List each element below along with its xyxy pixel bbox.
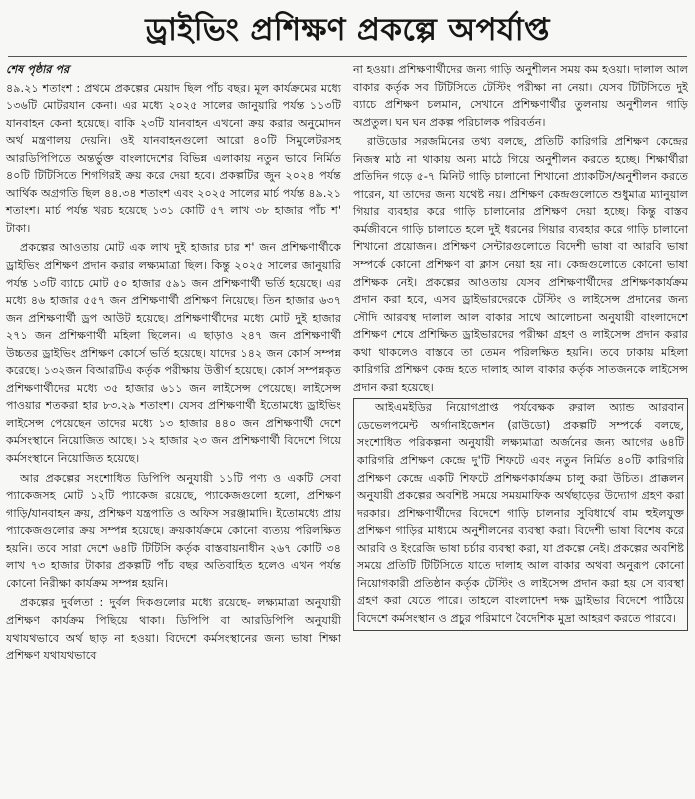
paragraph: রাউডোর সরজমিনের তথ্য বলছে, প্রতিটি কারিগরি প্রশিক্ষণ কেন্দ্রের নিজস্ব মাঠ না থাকায় অন্য মাঠে গিয়ে অনুশীলন করতে হচ্ছে। শিক্ষার্থীরা প্রতিদিন গড়ে ৫-৭ মিনিট গাড়ি চালানো শিখানো প্র্যাকটিস/অনুশীলন করতে পারেন, যা তাদের জন্য যথেষ্ট নয়। প্রশিক্ষণ কেন্দ্রগুলোতে শুধুমাত্র ম্যানুয়াল গিয়ার ব্যবহার করে গাড়ি চালানোর প্রশিক্ষণ দেয়া হচ্ছে। কিন্তু বাস্তব কর্মজীবনে গাড়ি চালাতে হলে দুই ধরনের গিয়ার ব্যবহার করে গাড়ি চালানো শিখানো প্রয়োজন। প্রশিক্ষণ সেন্টারগুলোতে বিদেশী ভাষা বা আরবি ভাষা সম্পর্কে কোনো প্রশিক্ষণ বা ক্লাস নেয়া হয় না। কেন্দ্রগুলোতে কোনো ভাষা প্রশিক্ষক নেই। প্রকল্পের আওতায় যেসব প্রশিক্ষণার্থীদের প্রশিক্ষণকার্যক্রম প্রদান করা হবে, এসব ড্রাইভারদেরকে টেস্টিং ও লাইসেন্স প্রদানের জন্য সৌদি আরবস্থ দালাল আল বাকার সাথে আলোচনা অনুযায়ী বাংলাদেশে প্রশিক্ষণ শেষে প্রশিক্ষিত ড্রাইভারদের পরীক্ষা গ্রহণ ও লাইসেন্স প্রদান করার কথা থাকলেও বাস্তবে তা তেমন পরিলক্ষিত হয়নি। তবে ঢাকায় মহিলা কারিগরি প্রশিক্ষণ কেন্দ্র হতে দালাহ আল বাকার কর্তৃক সাতজনকে লাইসেন্স প্রদান করা হয়েছে। [353, 135, 688, 394]
paragraph: আর প্রকল্পের সংশোধিত ডিপিপি অনুযায়ী ১১টি পণ্য ও একটি সেবা প্যাকেজসহ মোট ১২টি প্যাকেজ রয়েছে, প্যাকেজগুলো হলো, প্রশিক্ষণ গাড়ি/যানবাহন ক্রয়, প্রশিক্ষণ যন্ত্রপাতি ও অফিস সরঞ্জামাদি। ইতোমধ্যে প্রায় প্যাকেজগুলোর ক্রয় সম্পন্ন হয়েছে। ক্রয়কার্যক্রমে কোনো ব্যত্যয় পরিলক্ষিত হয়নি। তবে সারা দেশে ৬৪টি টিটিসি কর্তৃক বাস্তবায়নাধীন ২৬৭ কোটি ৩৪ লাখ ৭৩ হাজার টাকার প্রকল্পটি পাঁচ বছর অতিবাহিত হলেও এখন পর্যন্ত কোনো নিরীক্ষা কার্যক্রম সম্পন্ন হয়নি। [6, 471, 341, 590]
paragraph: না হওয়া। প্রশিক্ষণার্থীদের জন্য গাড়ি অনুশীলন সময় কম হওয়া। দালাল আল বাকার কর্তৃক সব টিটিসিতে টেস্টিং পরীক্ষা না নেয়া। যেসব টিটিসিতে দুই ব্যাচে প্রশিক্ষণ চলমান, সেখানে প্রশিক্ষণার্থীর তুলনায় অনুশীলন গাড়ি অপ্রতুল। ঘন ঘন প্রকল্প পরিচালক পরিবর্তন। [353, 63, 688, 129]
headline-rule [8, 56, 687, 57]
boxed-section [353, 398, 688, 630]
paragraph: প্রকল্পের দুর্বলতা : দুর্বল দিকগুলোর মধ্যে রয়েছে- লক্ষ্যমাত্রা অনুযায়ী প্রশিক্ষণ কার্যক্রম পিছিয়ে থাকা। ডিপিপি বা আরডিপিপি অনুযায়ী যথাযথভাবে অর্থ ছাড় না হওয়া। বিদেশে কর্মসংস্থানের জন্য ভাষা শিক্ষা প্রশিক্ষণ যথাযথভাবে [6, 596, 341, 663]
right-column [353, 61, 688, 667]
paragraph: প্রকল্পের আওতায় মোট এক লাখ দুই হাজার চার শ' জন প্রশিক্ষণার্থীকে ড্রাইভিং প্রশিক্ষণ প্রদান করার লক্ষ্যমাত্রা ছিল। কিন্তু ২০২৫ সালের জানুয়ারি পর্যন্ত ১৩টি ব্যাচে মোট ৫০ হাজার ৫৯১ জন প্রশিক্ষণার্থী ভর্তি হয়েছে। এর মধ্যে ৪৬ হাজার ৫৫৭ জন প্রশিক্ষণার্থী প্রশিক্ষণ নিয়েছে। তিন হাজার ৬৩৭ জন প্রশিক্ষণার্থী ড্রপ আউট হয়েছে। প্রশিক্ষণার্থীদের মধ্যে মোট দুই হাজার ২৭১ জন প্রশিক্ষণার্থী মহিলা ছিলেন। এ ছাড়াও ২৪৭ জন প্রশিক্ষণার্থী উচ্চতর ড্রাইভিং প্রশিক্ষণ কোর্সে ভর্তি হয়েছে। যাদের ১৪২ জন কোর্স সম্পন্ন করেছে। ১৩২জন বিআরটিএ কর্তৃক পরীক্ষায় উত্তীর্ণ হয়েছে। কোর্স সম্পন্নকৃত প্রশিক্ষণার্থীদের মধ্যে ৩৫ হাজার ৬১১ জন লাইসেন্স পেয়েছে। লাইসেন্স পাওয়ার শতকরা হার ৮৩.২৯ শতাংশ। যেসব প্রশিক্ষণার্থী ইতোমধ্যে ড্রাইভিং লাইসেন্স পেয়েছেন তাদের মধ্যে ১৩ হাজার ৪৪০ জন প্রশিক্ষণার্থী দেশে কর্মসংস্থানে নিয়োজিত আছে। ১২ হাজার ২৩ জন প্রশিক্ষণার্থী বিদেশে গিয়ে কর্মসংস্থানে নিয়োজিত হয়েছে। [6, 241, 341, 466]
left-column [6, 61, 341, 667]
article-body [6, 61, 689, 667]
paragraph: আইএমইডির নিয়োগপ্রাপ্ত পর্যবেক্ষক রুরাল অ্যান্ড আরবান ডেভেলপমেন্ট অর্গানাইজেশন (রাউডো) প্রকল্পটি সম্পর্কে বলছে, সংশোধিত পরিকল্পনা অনুযায়ী লক্ষ্যমাত্রা অর্জনের জন্য আগের ৬৪টি কারিগরি প্রশিক্ষণ কেন্দ্রে দু'টি শিফটে এবং নতুন নির্মিত ৪০টি কারিগরি প্রশিক্ষণ কেন্দ্রে একটি শিফটে প্রশিক্ষণকার্যক্রম চালু করা উচিত। প্রাক্কলন অনুযায়ী প্রকল্পের অবশিষ্ট সময়ে সময়মাফিক অর্থছাড়ের উদ্যোগ গ্রহণ করা দরকার। প্রশিক্ষণার্থীদের বিদেশে গাড়ি চালনার সুবিধার্থে বাম হুইলযুক্ত প্রশিক্ষণ গাড়ির মাধ্যমে অনুশীলনের ব্যবস্থা করা। বিদেশী ভাষা বিশেষ করে আরবি ও ইংরেজি ভাষা চর্চার ব্যবস্থা করা, যা প্রকল্পে নেই। প্রকল্পের অবশিষ্ট সময়ে প্রতিটি টিটিসিতে যাতে দালাহ আল বাকার অথবা অনুরূপ কোনো নিয়োগকারী প্রতিষ্ঠান কর্তৃক টেস্টিং ও লাইসেন্স প্রদান করা হয় সে ব্যবস্থা গ্রহণ করা যেতে পারে। তাহলে বাংলাদেশ দক্ষ ড্রাইভার বিদেশে পাঠিয়ে বিদেশে কর্মসংস্থান ও প্রচুর পরিমাণে বৈদেশিক মুদ্রা আহরণ করতে পারবে। [357, 401, 684, 625]
continuation-byline: শেষ পৃষ্ঠার পর [6, 63, 70, 76]
headline: ড্রাইভিং প্রশিক্ষণ প্রকল্পে অপর্যাপ্ত [145, 12, 550, 48]
paragraph: ৪৯.২১ শতাংশ : প্রথমে প্রকল্পের মেয়াদ ছিল পাঁচ বছর। মূল কার্যক্রমের মধ্যে ১৩৬টি মোটরযান কেনা। এর মধ্যে ২০২৫ সালের জানুয়ারি পর্যন্ত ১১৩টি যানবাহন কেনা হয়েছে। বাকি ২৩টি যানবাহন এখনো ক্রয় করার অনুমোদন অর্থ মন্ত্রণালয় দেয়নি। ওই যানবাহনগুলো আরো ৪০টি সিমুলেটরসহ আরডিপিপিতে অন্তর্ভুক্ত বাংলাদেশের বিভিন্ন এলাকায় নতুন ভাবে নির্মিত ৪০টি টিটিসিতে শিগগিরই ক্রয় করে দেয়া হবে। প্রকল্পটির জুন ২০২৪ পর্যন্ত আর্থিক অগ্রগতি ছিল ৪৪.৩৪ শতাংশ এবং ২০২৫ সালের মার্চ পর্যন্ত ৪৯.২১ শতাংশ। মার্চ পর্যন্ত খরচ হয়েছে ১৩১ কোটি ৫৭ লাখ ৩৮ হাজার পাঁচ শ' টাকা। [6, 81, 341, 235]
